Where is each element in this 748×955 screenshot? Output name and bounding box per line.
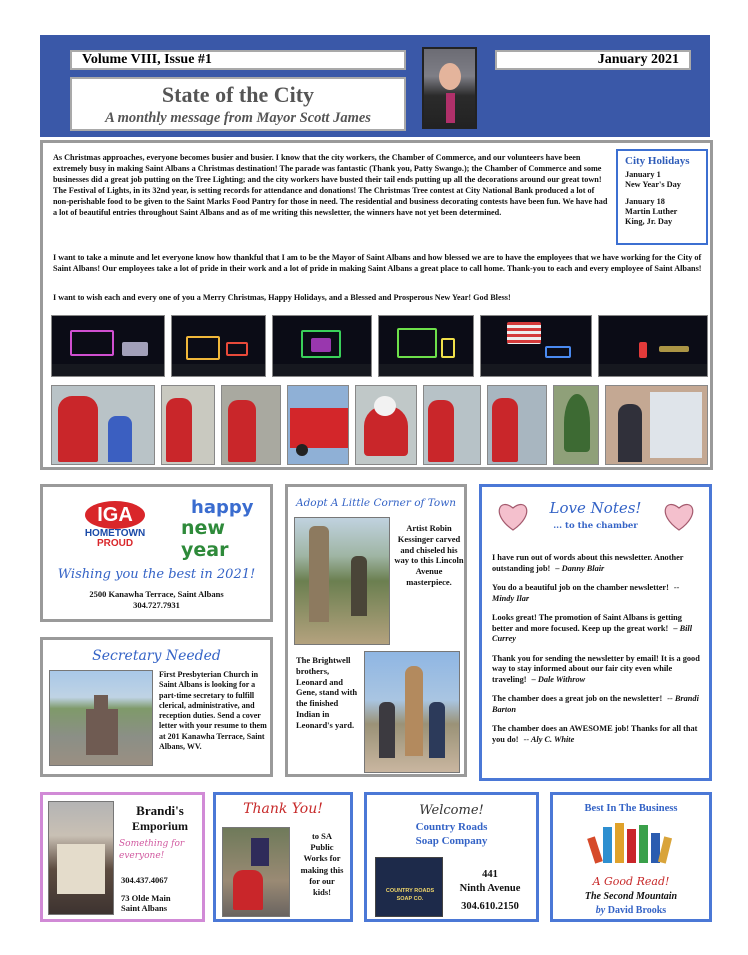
soap-logo-text-a: COUNTRY ROADS bbox=[385, 888, 435, 894]
city-holidays-box bbox=[616, 149, 708, 245]
love-note-author: -- Brandi Barton bbox=[492, 694, 699, 714]
mailbox-photo-1 bbox=[51, 385, 155, 465]
mayor-face bbox=[439, 63, 461, 90]
brandi-tag-b: everyone! bbox=[119, 851, 165, 861]
article-paragraph-2: I want to take a minute and let everyone know how thankful that I am to be the Mayor of Saint Albans and how blessed we are to have the employees that we have working for the City of Saint Albans! Our employees take a lot of pride in their work and a lot of pride in making Saint Albans a great place to call home. Thank-you to each and every employee of Saint Albans! bbox=[53, 253, 702, 273]
love-note-author: – Bill Currey bbox=[492, 623, 693, 643]
mailbox-photo-3 bbox=[221, 385, 281, 465]
love-notes-sub: ... to the chamber bbox=[553, 521, 638, 531]
lights-photo-5 bbox=[480, 315, 592, 377]
secretary-body: First Presbyterian Church in Saint Albans is looking for a part-time secretary to fulfill clerical, administrative, and reception duties. Send a cover letter with your resume to them at 201 Kanawha Terrace, Saint Albans, WV. bbox=[159, 670, 267, 752]
iga-wish: Wishing you the best in 2021! bbox=[57, 567, 256, 582]
love-note bbox=[492, 724, 702, 745]
iga-logo-sub-b: PROUD bbox=[96, 538, 134, 549]
business-by: by bbox=[595, 905, 606, 916]
issue-date: January 2021 bbox=[495, 50, 691, 70]
brandi-addr-b: Saint Albans bbox=[121, 903, 168, 913]
secretary-title: Secretary Needed bbox=[92, 648, 221, 664]
mayor-photo bbox=[422, 47, 477, 129]
happy-new-year-graphic bbox=[181, 497, 261, 561]
masthead bbox=[40, 35, 710, 137]
adopt-caption-2: The Brightwell brothers, Leonard and Gene, stand with the finished Indian in Leonard's yard. bbox=[296, 655, 358, 730]
welcome-box bbox=[364, 792, 539, 922]
mailbox-photo-thanks bbox=[222, 827, 290, 917]
adopt-caption-1: Artist Robin Kessinger carved and chiseled his way to this Lincoln Avenue masterpiece. bbox=[394, 523, 464, 587]
brandis-emporium-ad bbox=[40, 792, 205, 922]
carving-photo-2 bbox=[364, 651, 460, 773]
carving-photo-1 bbox=[294, 517, 390, 645]
mayor-message bbox=[40, 140, 713, 470]
thank-you-title: Thank You! bbox=[243, 801, 323, 817]
volume-label: Volume VIII, Issue #1 bbox=[70, 50, 406, 70]
love-note-text: Looks great! The promotion of Saint Albans is getting better and more focused. Keep up the great work! bbox=[492, 613, 682, 633]
love-note bbox=[492, 553, 702, 574]
lights-photo-6 bbox=[598, 315, 708, 377]
welcome-title: Welcome! bbox=[419, 803, 484, 818]
lights-photo-1 bbox=[51, 315, 165, 377]
brandi-name-b: Emporium bbox=[131, 819, 188, 833]
love-note-author: -- Mindy Ilar bbox=[492, 583, 680, 603]
love-notes-title: Love Notes! bbox=[549, 499, 642, 517]
love-note-author: – Dale Withrow bbox=[531, 674, 586, 684]
brandi-name-a: Brandi's bbox=[136, 803, 184, 818]
holidays-title: City Holidays bbox=[625, 155, 690, 167]
best-in-business-box bbox=[550, 792, 712, 922]
iga-address: 2500 Kanawha Terrace, Saint Albans bbox=[89, 589, 224, 599]
business-title: Best In The Business bbox=[584, 803, 678, 814]
love-note bbox=[492, 654, 702, 686]
holiday-1-date: January 1 bbox=[625, 170, 661, 179]
soap-logo bbox=[375, 857, 443, 917]
mailbox-photo-4 bbox=[423, 385, 481, 465]
iga-ad bbox=[40, 484, 273, 622]
business-read: A Good Read! bbox=[592, 875, 670, 888]
business-book: The Second Mountain bbox=[584, 891, 678, 902]
iga-logo bbox=[75, 501, 155, 547]
lights-photo-4 bbox=[378, 315, 474, 377]
page-title: State of the City bbox=[161, 82, 315, 107]
love-note-author: – Danny Blair bbox=[555, 563, 605, 573]
holiday-2-name-a: Martin Luther bbox=[625, 206, 678, 216]
welcome-name-b: Soap Company bbox=[415, 835, 488, 847]
lights-photo-2 bbox=[171, 315, 266, 377]
love-note bbox=[492, 613, 702, 645]
love-note bbox=[492, 583, 702, 604]
love-note-text: Thank you for sending the newsletter by email! It is a good way to stay informed about our fair city even while traveling! bbox=[492, 653, 700, 684]
tree-photo bbox=[553, 385, 599, 465]
welcome-addr-b: Ninth Avenue bbox=[459, 883, 521, 894]
article-paragraph-1: As Christmas approaches, everyone becomes busier and busier. I know that the city workers, the Chamber of Commerce, and our volunteers have been extremely busy in making Saint Albans a Christmas destination! The parade was fantastic (Thank you, Patty Swango.); the Chamber of Commerce and some businesses did a great job putting on the Tree Lighting; and the city workers have busted their tail ends putting up all the decorations around our great town! The Festival of Lights, in its 32nd year, is setting records for attendance and donations! The Christmas Tree contest at City National Bank produced a lot of non-perishable food to be given to the Saint Marks Food Pantry for those in need. The residential and business decorating contests have been fun. We have had a lot of beautiful entries throughout Saint Albans and as of me writing this newsletter, the winners have not yet been determined. bbox=[53, 153, 608, 217]
soap-logo-text-b: SOAP CO. bbox=[396, 896, 424, 902]
iga-logo-sub-a: HOMETOWN bbox=[84, 528, 146, 539]
love-note-text: The chamber does a great job on the newsletter! bbox=[492, 694, 663, 703]
window-photo bbox=[605, 385, 708, 465]
welcome-addr-a: 441 bbox=[482, 869, 498, 880]
holiday-2-name-b: King, Jr. Day bbox=[625, 217, 673, 227]
iga-logo-text: IGA bbox=[85, 501, 145, 529]
fire-truck-photo bbox=[287, 385, 349, 465]
love-note-text: You do a beautiful job on the chamber newsletter! bbox=[492, 583, 669, 592]
brandi-phone: 304.437.4067 bbox=[121, 875, 168, 885]
page-subtitle: A monthly message from Mayor Scott James bbox=[105, 110, 371, 126]
love-note-text: I have run out of words about this newsletter. Another outstanding job! bbox=[492, 553, 684, 573]
santa-photo bbox=[355, 385, 417, 465]
adopt-a-corner bbox=[285, 484, 467, 777]
hny-line-a: happy bbox=[191, 497, 254, 518]
mayor-tie bbox=[446, 93, 455, 123]
church-photo bbox=[49, 670, 153, 766]
love-note-text: The chamber does an AWESOME job! Thanks for all that you do! bbox=[492, 724, 698, 744]
mailbox-photo-2 bbox=[161, 385, 215, 465]
article-paragraph-3: I want to wish each and every one of you a Merry Christmas, Happy Holidays, and a Blessed and Prosperous New Year! God Bless! bbox=[53, 293, 511, 302]
business-byline bbox=[553, 905, 709, 916]
lights-photo-3 bbox=[272, 315, 372, 377]
secretary-ad bbox=[40, 637, 273, 777]
iga-phone: 304.727.7931 bbox=[133, 600, 180, 610]
title-box bbox=[70, 77, 406, 131]
storefront-photo bbox=[48, 801, 114, 915]
adopt-title: Adopt A Little Corner of Town bbox=[295, 497, 457, 509]
holiday-2-date: January 18 bbox=[625, 196, 665, 206]
thank-you-body: to SA Public Works for making this for our kids! bbox=[300, 831, 344, 898]
love-note-author: -- Aly C. White bbox=[523, 734, 575, 744]
mailbox-photo-5 bbox=[487, 385, 547, 465]
business-author: David Brooks bbox=[607, 905, 667, 916]
hny-line-b: new year bbox=[181, 517, 229, 561]
welcome-phone: 304.610.2150 bbox=[461, 901, 519, 912]
welcome-name-a: Country Roads bbox=[415, 821, 488, 833]
love-notes-list bbox=[492, 553, 702, 754]
thank-you-box bbox=[213, 792, 353, 922]
love-note bbox=[492, 694, 702, 715]
books-icon bbox=[591, 823, 671, 865]
love-notes bbox=[479, 484, 712, 781]
brandi-tag-a: Something for bbox=[119, 839, 185, 849]
holiday-1-name: New Year's Day bbox=[625, 180, 681, 190]
brandi-addr-a: 73 Olde Main bbox=[121, 893, 171, 903]
